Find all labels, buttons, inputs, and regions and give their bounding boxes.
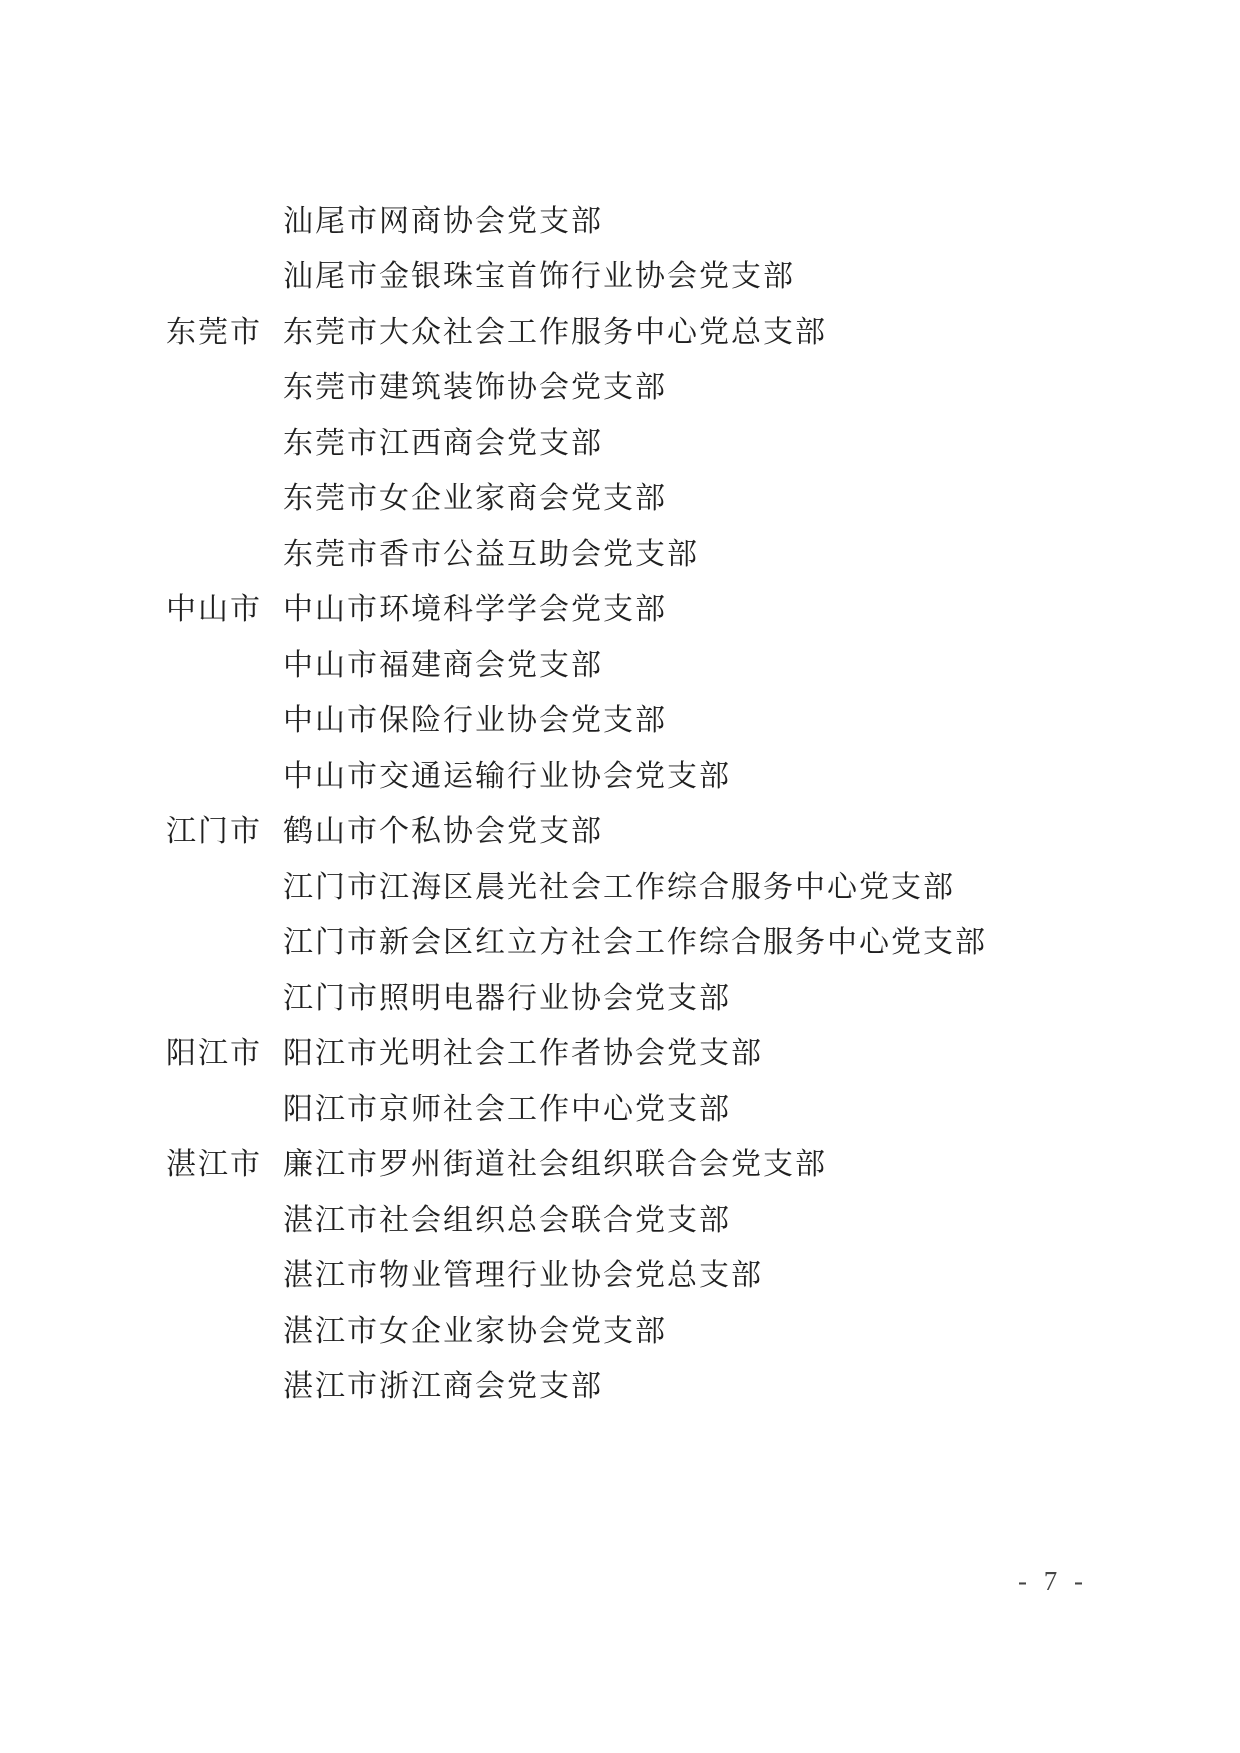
org-name: 阳江市光明社会工作者协会党支部 (283, 1037, 763, 1071)
city-label: 东莞市 (166, 315, 262, 349)
table-row (166, 1027, 987, 1083)
table-row (166, 583, 987, 639)
org-name: 江门市照明电器行业协会党支部 (283, 981, 731, 1015)
org-name: 湛江市社会组织总会联合党支部 (283, 1203, 731, 1237)
table-row (166, 860, 987, 916)
table-row (166, 1138, 987, 1194)
page-number: - 7 - (1018, 1566, 1088, 1596)
org-name: 阳江市京师社会工作中心党支部 (283, 1092, 731, 1126)
org-name: 中山市交通运输行业协会党支部 (283, 759, 731, 793)
table-row (166, 250, 987, 306)
table-row (166, 1360, 987, 1416)
org-name: 江门市新会区红立方社会工作综合服务中心党支部 (283, 926, 987, 960)
table-row (166, 749, 987, 805)
org-name: 东莞市建筑装饰协会党支部 (283, 371, 667, 405)
table-row (166, 472, 987, 528)
org-name: 中山市福建商会党支部 (283, 648, 603, 682)
city-label: 江门市 (166, 815, 262, 849)
org-name: 东莞市香市公益互助会党支部 (283, 537, 699, 571)
table-row (166, 805, 987, 861)
org-name: 东莞市女企业家商会党支部 (283, 482, 667, 516)
table-row (166, 194, 987, 250)
org-name: 中山市保险行业协会党支部 (283, 704, 667, 738)
table-row (166, 916, 987, 972)
org-name: 东莞市江西商会党支部 (283, 426, 603, 460)
org-name: 汕尾市金银珠宝首饰行业协会党支部 (283, 260, 795, 294)
table-row (166, 1193, 987, 1249)
org-name: 廉江市罗州街道社会组织联合会党支部 (283, 1148, 827, 1182)
org-name: 湛江市浙江商会党支部 (283, 1370, 603, 1404)
table-row (166, 305, 987, 361)
org-name: 江门市江海区晨光社会工作综合服务中心党支部 (283, 870, 955, 904)
table-row (166, 1082, 987, 1138)
org-name: 东莞市大众社会工作服务中心党总支部 (283, 315, 827, 349)
city-label: 阳江市 (166, 1037, 262, 1071)
table-row (166, 361, 987, 417)
city-label: 湛江市 (166, 1148, 262, 1182)
org-name: 汕尾市网商协会党支部 (283, 204, 603, 238)
org-name: 湛江市物业管理行业协会党总支部 (283, 1259, 763, 1293)
table-row (166, 638, 987, 694)
table-row (166, 971, 987, 1027)
branch-list (166, 194, 987, 1415)
org-name: 中山市环境科学学会党支部 (283, 593, 667, 627)
table-row (166, 694, 987, 750)
table-row (166, 416, 987, 472)
org-name: 湛江市女企业家协会党支部 (283, 1314, 667, 1348)
table-row (166, 1304, 987, 1360)
city-label: 中山市 (166, 593, 262, 627)
table-row (166, 1249, 987, 1305)
table-row (166, 527, 987, 583)
org-name: 鹤山市个私协会党支部 (283, 815, 603, 849)
